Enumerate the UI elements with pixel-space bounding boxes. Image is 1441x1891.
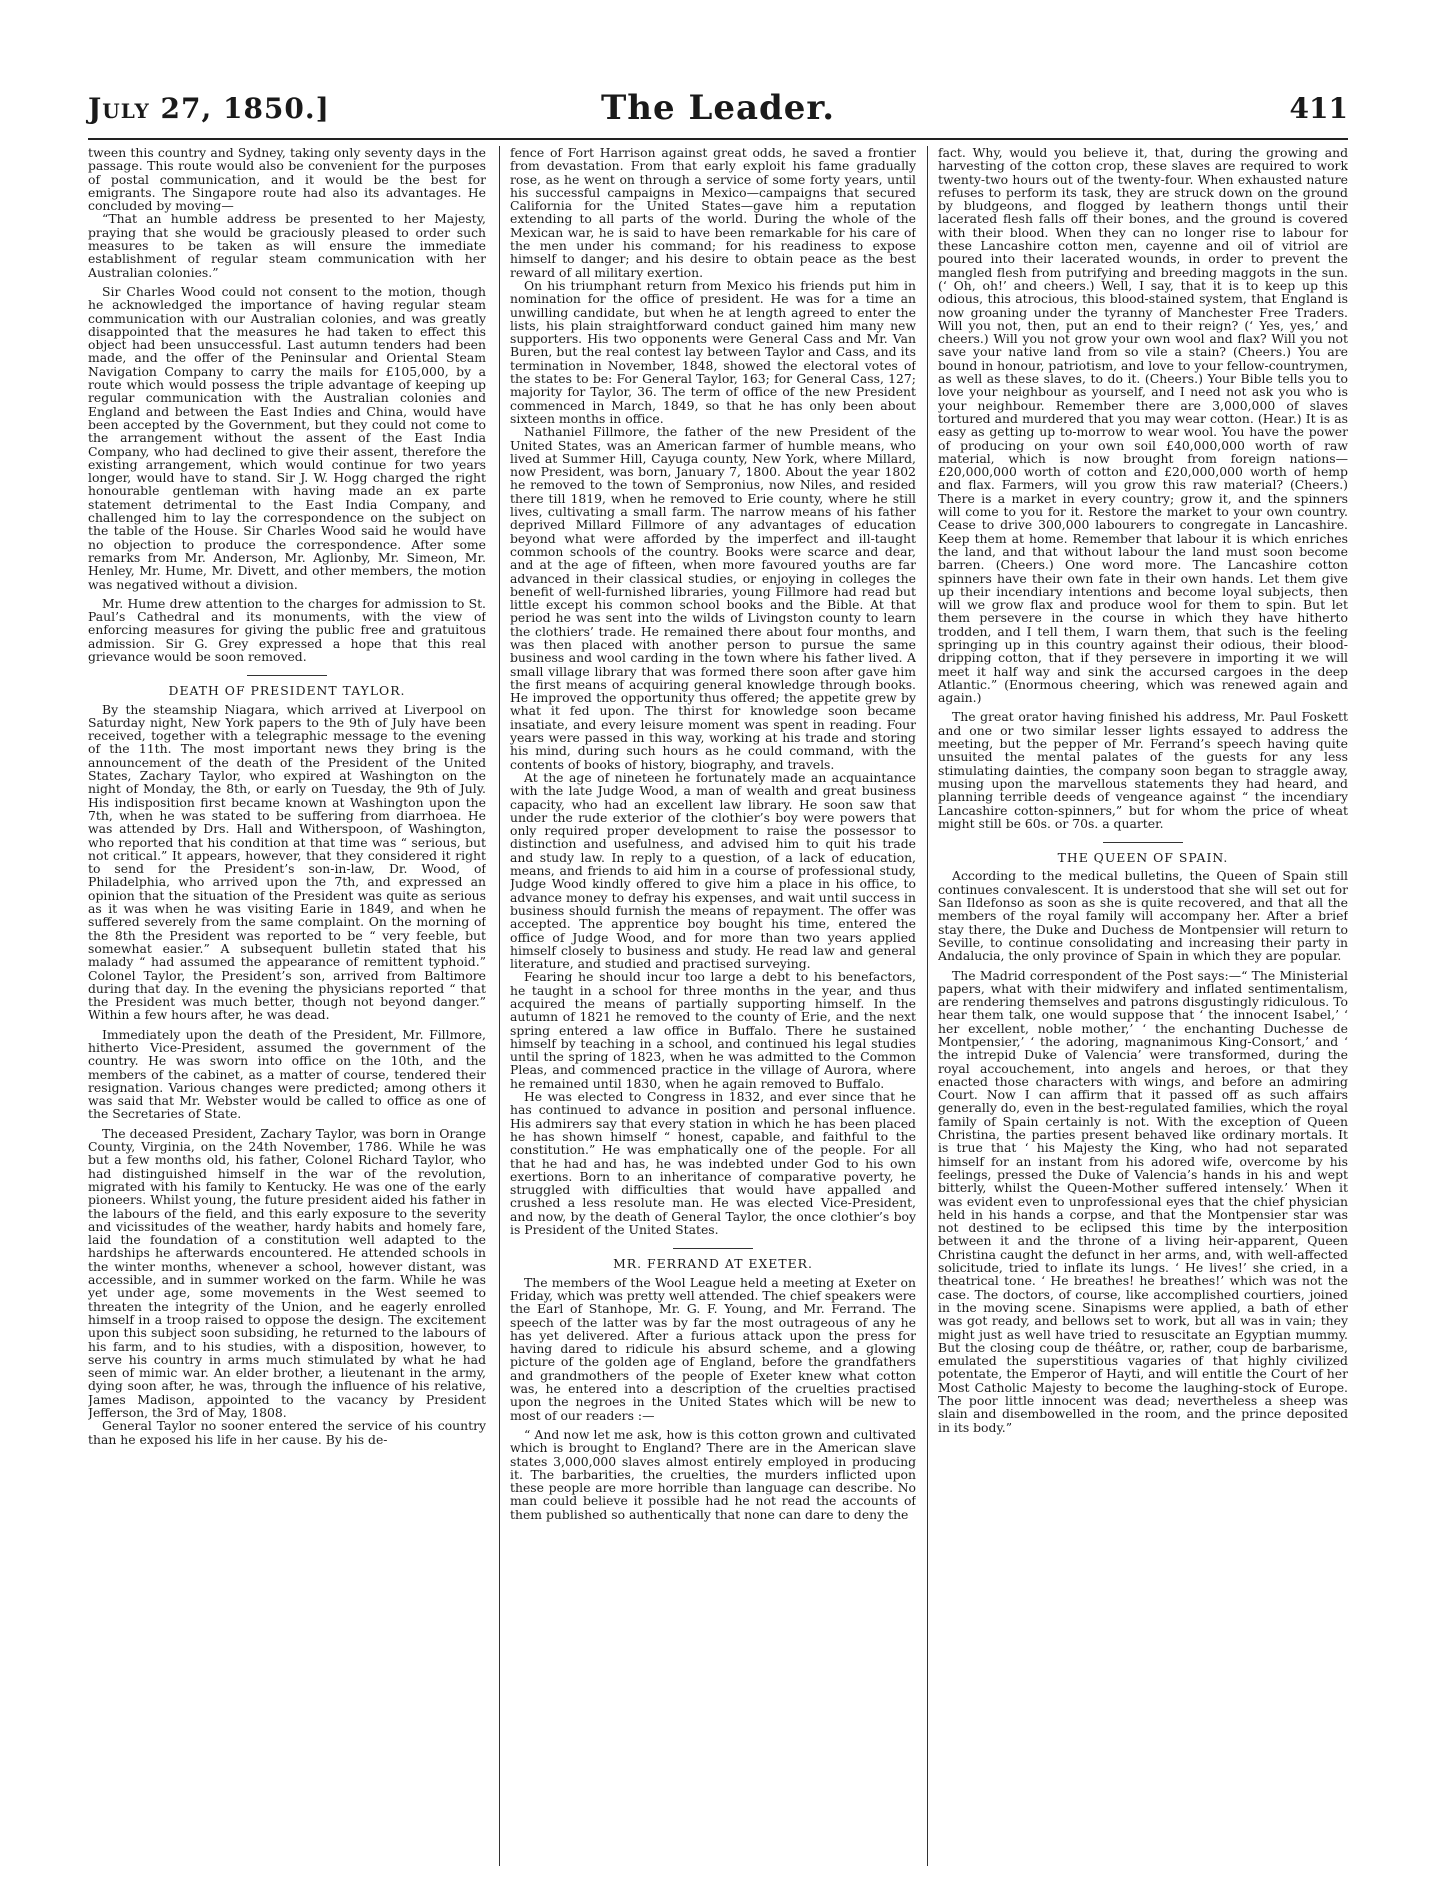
issue-date: July 27, 1850.] (88, 92, 330, 125)
column-3 (938, 146, 1348, 1866)
article-heading: MR. FERRAND AT EXETER. (613, 1256, 813, 1272)
paragraph: “ And now let me ask, how is this cotton grown and cultivated which is brought to England? There are in the American slave states 3,000,000 slaves almost entirely employed in producing it. The barbarities, the cruelties, the murders inflicted upon these people are more horrible than language can describe. No man could believe it possible had he not read the accounts of them published so authentically that none can dare to deny the (510, 1426, 916, 1522)
article-heading: DEATH OF PRESIDENT TAYLOR. (168, 683, 406, 699)
paragraph: The great orator having finished his address, Mr. Paul Foskett and one or two similar lesser lights essayed to address the meeting, but the pepper of Mr. Ferrand’s speech having quite unsuited the mental palates of the guests for any less stimulating dainties, the company soon began to straggle away, musing upon the marvellous statements they had heard, and planning terrible deeds of vengeance against “ the incendiary Lancashire cotton-spinners,” but for whom the price of wheat might still be 60s. or 70s. a quarter. (938, 709, 1348, 831)
paragraph: Sir Charles Wood could not consent to the motion, though he acknowledged the importance of having regular steam communication with our Australian colonies, and was greatly disappointed that the measures he had taken to effect this object had been unsuccessful. Last autumn tenders had been made, and the offer of the Peninsular and Oriental Steam Navigation Company to carry the mails for £105,000, by a route which would possess the triple advantage of keeping up regular communication with the Australian colonies and England and between the East Indies and China, would have been accepted by the Government, but they could not come to the arrangement without the assent of the East India Company, who had declined to give their assent, therefore the existing arrangement, which would continue for two years longer, would have to stand. Sir J. W. Hogg charged the right honourable gentleman with having made an ex parte statement detrimental to the East India Company, and challenged him to lay the correspondence on the subject on the table of the House. Sir Charles Wood said he would have no objection to produce the correspondence. After some remarks from Mr. Anderson, Mr. Aglionby, Mr. Simeon, Mr. Henley, Mr. Hume, Mr. Divett, and other members, the motion was negatived without a division. (88, 283, 486, 592)
column-2 (510, 146, 916, 1866)
section-rule (1103, 842, 1183, 843)
quoted-motion: “That an humble address be presented to her Majesty, praying that she would be graciously pleased to order such measures to be taken as will ensure the immediate establishment of regular steam communication with her Australian colonies.” (88, 211, 486, 280)
column-divider (927, 146, 928, 1866)
paragraph: The Madrid correspondent of the Post says:—“ The Ministerial papers, what with their midwifery and inflated sentimentalism, are rendering themselves and patrons disgustingly ridiculous. To hear them talk, one would suppose that ‘ the innocent Isabel,’ ‘ her excellent, noble mother,’ ‘ the enchanting Duchesse de Montpensier,’ ‘ the adoring, magnanimous King-Consort,’ and ‘ the intrepid Duke of Valencia’ were transformed, during the royal accouchement, into angels and heroes, or that they enacted those characters with wings, and before an admiring Court. Now I can affirm that it passed off as such affairs generally do, even in the best-regulated families, which the royal family of Spain certainly is not. With the exception of Queen Christina, the parties present behaved like ordinary mortals. It is true that ‘ his Majesty the King, who had not separated himself for an instant from his adored wife, overcome by his feelings, pressed the Duke of Valencia’s hands in his and wept bitterly, whilst the Queen-Mother suffered intensely.’ When it was evident even to unprofessional eyes that the chief physician held in his hands a corpse, and that the Montpensier star was not destined to be eclipsed this time by the interposition between it and the throne of a living heir-apparent, Queen Christina caught the defunct in her arms, and, with well-affected solicitude, tried to inflate its lungs. ‘ He lives!’ she cried, in a theatrical tone. ‘ He breathes! he breathes!’ which was not the case. The doctors, of course, like accomplished courtiers, joined in the moving scene. Sinapisms were applied, a bath of ether was got ready, and bellows set to work, but all was in vain; they might just as well have tried to resuscitate an Egyptian mummy. But the closing coup de théâtre, or, rather, coup de barbarisme, emulated the superstitious vagaries of that highly civilized potentate, the Emperor of Hayti, and will entitle the Court of her Most Catholic Majesty to become the laughing-stock of Europe. The poor little innocent was dead; nevertheless a sheep was slain and disembowelled in the room, and the prince deposited in its body.” (938, 967, 1348, 1435)
paragraph: Mr. Hume drew attention to the charges for admission to St. Paul’s Cathedral and its monuments, with the view of enforcing measures for giving the public free and gratuitous admission. Sir G. Grey expressed a hope that this real grievance would be soon removed. (88, 595, 486, 664)
section-rule (673, 1248, 753, 1249)
section-rule (247, 675, 327, 676)
article-heading: THE QUEEN OF SPAIN. (1057, 850, 1229, 866)
paragraph: General Taylor no sooner entered the service of his country than he exposed his life in her cause. By his de- (88, 1418, 486, 1447)
paragraph: At the age of nineteen he fortunately made an acquaintance with the late Judge Wood, a man of wealth and great business capacity, who had an excellent law library. He soon saw that under the rude exterior of the clothier’s boy were powers that only required proper development to raise the possessor to distinction and usefulness, and advised him to quit his trade and study law. In reply to a question, of a lack of education, means, and friends to aid him in a course of professional study, Judge Wood kindly offered to give him a place in his office, to advance money to defray his expenses, and wait until success in business should furnish the means of repayment. The offer was accepted. The apprentice boy bought his time, entered the office of Judge Wood, and for more than two years applied himself closely to business and study. He read law and general literature, and studied and practised surveying. (510, 769, 916, 972)
column-divider (499, 146, 500, 1866)
paragraph: tween this country and Sydney, taking only seventy days in the passage. This route would also be convenient for the purposes of postal communication, and it would be the best for emigrants. The Singapore route had also its advantages. He concluded by moving— (88, 146, 486, 214)
paragraph: fact. Why, would you believe it, that, during the growing and harvesting of the cotton crop, these slaves are required to work twenty-two hours out of the twenty-four. When exhausted nature refuses to perform its task, they are struck down on the ground by bludgeons, and flogged by leathern thongs until their lacerated flesh falls off their bones, and the ground is covered with their blood. When they can no longer rise to labour for these Lancashire cotton men, cayenne and oil of vitriol are poured into their lacerated wounds, in order to prevent the mangled flesh from putrifying and breeding maggots in the sun. (‘ Oh, oh!’ and cheers.) Well, I say, that it is to keep up this odious, this atrocious, this blood-stained system, that England is now groaning under the tyranny of Manchester Free Traders. Will you not, then, put an end to their reign? (‘ Yes, yes,’ and cheers.) Will you not grow your own wool and flax? Will you not save your native land from so vile a stain? (Cheers.) You are bound in honour, patriotism, and love to your fellow-countrymen, as well as these slaves, to do it. (Cheers.) Your Bible tells you to love your neighbour as yourself, and I need not ask you who is your neighbour. Remember there are 3,000,000 of slaves tortured and murdered that you may wear cotton. (Hear.) It is as easy as getting up to-morrow to wear wool. You have the power of producing on your own soil £40,000,000 worth of raw material, which is now brought from foreign nations—£20,000,000 worth of cotton and £20,000,000 worth of hemp and flax. Farmers, will you grow this raw material? (Cheers.) There is a market in every country; grow it, and the spinners will come to you for it. Restore the market to your own country. Cease to drive 300,000 labourers to congregate in Lancashire. Keep them at home. Remember that labour it is which enriches the land, and that without labour the land must soon become barren. (Cheers.) One word more. The Lancashire cotton spinners have their own fate in their own hands. Let them give up their incendiary intentions and become loyal subjects, then will we grow flax and produce wool for them to spin. But let them persevere in the course in which they have hitherto trodden, and I tell them, I warn them, that such is the feeling springing up in this country against their odious, their blood-dripping cotton, that if they persevere in importing it we will meet it half way and sink the accursed cargoes in the deep Atlantic.” (Enormous cheering, which was renewed again and again.) (938, 146, 1348, 706)
column-1 (88, 146, 486, 1866)
paragraph: Nathaniel Fillmore, the father of the new President of the United States, was an American farmer of humble means, who lived at Summer Hill, Cayuga county, New York, where Millard, now President, was born, January 7, 1800. About the year 1802 he removed to the town of Sempronius, now Niles, and resided there till 1819, when he removed to Erie county, where he still lives, cultivating a small farm. The narrow means of his father deprived Millard Fillmore of any advantages of education beyond what were afforded by the imperfect and ill-taught common schools of the country. Books were scarce and dear, and at the age of fifteen, when more favoured youths are far advanced in their classical studies, or enjoying in colleges the benefit of well-furnished libraries, young Fillmore had read but little except his common school books and the Bible. At that period he was sent into the wilds of Livingston county to learn the clothiers’ trade. He remained there about four months, and was then placed with another person to pursue the same business and wool carding in the town where his father lived. A small village library that was formed there soon after gave him the first means of acquiring general knowledge through books. He improved the opportunity thus offered; the appetite grew by what it fed upon. The thirst for knowledge soon became insatiate, and every leisure moment was spent in reading. Four years were passed in this way, working at his trade and storing his mind, during such hours as he could command, with the contents of books of history, biography, and travels. (510, 424, 916, 772)
paragraph: Fearing he should incur too large a debt to his benefactors, he taught in a school for three months in the year, and thus acquired the means of partially supporting himself. In the autumn of 1821 he removed to the county of Erie, and the next spring entered a law office in Buffalo. There he sustained himself by teaching in a school, and continued his legal studies until the spring of 1823, when he was admitted to the Common Pleas, and commenced practice in the village of Aurora, where he remained until 1830, when he again removed to Buffalo. (510, 969, 916, 1091)
paragraph: Immediately upon the death of the President, Mr. Fillmore, hitherto Vice-President, assumed the government of the country. He was sworn into office on the 10th, and the members of the cabinet, as a matter of course, tendered their resignation. Various changes were predicted; among others it was said that Mr. Webster would be called to office as one of the Secretaries of State. (88, 1026, 486, 1122)
paragraph: He was elected to Congress in 1832, and ever since that he has continued to advance in position and personal influence. His admirers say that every station in which he has been placed he has shown himself “ honest, capable, and faithful to the constitution.” He was emphatically one of the people. For all that he had and has, he was indebted under God to his own exertions. Born to an inheritance of comparative poverty, he struggled with difficulties that would have appalled and crushed a less resolute man. He was elected Vice-President, and now, by the death of General Taylor, the once clothier’s boy is President of the United States. (510, 1089, 916, 1238)
masthead (88, 88, 1348, 134)
page-number: 411 (1289, 92, 1348, 125)
paragraph: By the steamship Niagara, which arrived at Liverpool on Saturday night, New York papers to the 9th of July have been received, together with a telegraphic message to the evening of the 11th. The most important news they bring is the announcement of the death of the President of the United States, Zachary Taylor, who expired at Washington on the night of Monday, the 8th, or early on Tuesday, the 9th of July. His indisposition first became known at Washington upon the 7th, when he was stated to be suffering from diarrhoea. He was attended by Drs. Hall and Witherspoon, of Washington, who reported that his condition at that time was “ serious, but not critical.” It appears, however, that they considered it right to send for the President’s son-in-law, Dr. Wood, of Philadelphia, who arrived upon the 7th, and expressed an opinion that the situation of the President was quite as serious as it was when he was visiting Earie in 1849, and when he suffered severely from the same complaint. On the morning of the 8th the President was reported to be “ very feeble, but somewhat easier.” A subsequent bulletin stated that his malady “ had assumed the appearance of remittent typhoid.” Colonel Taylor, the President’s son, arrived from Baltimore during that day. In the evening the physicians reported “ that the President was much better, though not beyond danger.” Within a few hours after, he was dead. (88, 701, 486, 1023)
paragraph: fence of Fort Harrison against great odds, he saved a frontier from devastation. From that early exploit his fame gradually rose, as he went on through a service of some forty years, until his successful campaigns in Mexico—campaigns that secured California for the United States—gave him a reputation extending to all parts of the world. During the whole of the Mexican war, he is said to have been remarkable for his care of the men under his command; for his readiness to expose himself to danger; and his desire to obtain peace as the best reward of all military exertion. (510, 146, 916, 280)
newspaper-title: The Leader. (600, 88, 836, 128)
masthead-rule (88, 138, 1348, 140)
paragraph: On his triumphant return from Mexico his friends put him in nomination for the office of president. He was for a time an unwilling candidate, but when he at length agreed to enter the lists, his plain straightforward conduct gained him many new supporters. His two opponents were General Cass and Mr. Van Buren, but the real contest lay between Taylor and Cass, and its termination in November, 1848, showed the electoral votes of the states to be: For General Taylor, 163; for General Cass, 127; majority for Taylor, 36. The term of office of the new President commenced in March, 1849, so that he has only been about sixteen months in office. (510, 277, 916, 426)
paragraph: The members of the Wool League held a meeting at Exeter on Friday, which was pretty well attended. The chief speakers were the Earl of Stanhope, Mr. G. F. Young, and Mr. Ferrand. The speech of the latter was by far the most outrageous of any he has yet delivered. After a furious attack upon the press for having dared to ridicule his absurd scheme, and a glowing picture of the golden age of England, before the grandfathers and grandmothers of the people of Exeter knew what cotton was, he entered into a description of the cruelties practised upon the negroes in the United States which will be new to most of our readers :— (510, 1274, 916, 1423)
paragraph: According to the medical bulletins, the Queen of Spain still continues convalescent. It is understood that she will set out for San Ildefonso as soon as she is quite recovered, and that all the members of the royal family will accompany her. After a brief stay there, the Duke and Duchess de Montpensier will return to Seville, to continue consolidating and increasing their party in Andalucia, the only province of Spain in which they are popular. (938, 868, 1348, 964)
paragraph: The deceased President, Zachary Taylor, was born in Orange County, Virginia, on the 24th November, 1786. While he was but a few months old, his father, Colonel Richard Taylor, who had distinguished himself in the war of the revolution, migrated with his family to Kentucky. He was one of the early pioneers. Whilst young, the future president aided his father in the labours of the field, and this early exposure to the severity and vicissitudes of the weather, hardy habits and homely fare, laid the foundation of a constitution well adapted to the hardships he afterwards encountered. He attended schools in the winter months, whenever a school, however distant, was accessible, and in summer worked on the farm. While he was yet under age, some movements in the West seemed to threaten the integrity of the Union, and he eagerly enrolled himself in a troop raised to oppose the design. The excitement upon this subject soon subsiding, he returned to the labours of his farm, and to his studies, with a disposition, however, to serve his country in arms much stimulated by what he had seen of mimic war. An elder brother, a lieutenant in the army, dying soon after, he was, through the influence of his relative, James Madison, appointed to the vacancy by President Jefferson, the 3rd of May, 1808. (88, 1125, 486, 1421)
